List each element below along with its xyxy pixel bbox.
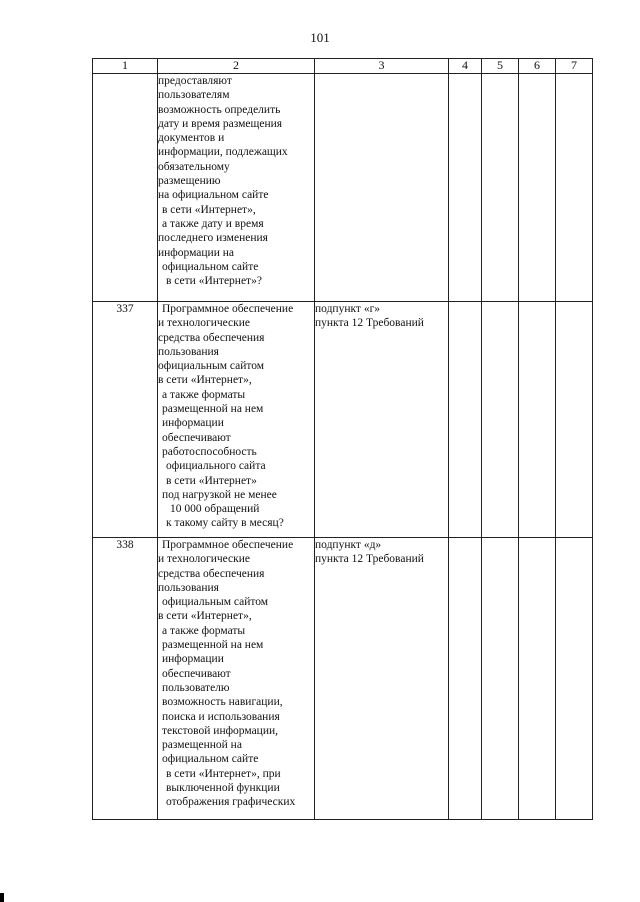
question-line: документов и: [158, 132, 225, 145]
column-header-7: 7: [556, 59, 593, 74]
question-line: размещенной на нем: [162, 639, 264, 652]
question-line: а также форматы: [162, 624, 246, 637]
checklist-table: [92, 58, 593, 820]
empty-cell: [556, 302, 593, 538]
question-line: информации, подлежащих: [158, 146, 288, 159]
row-number: 337: [93, 302, 158, 538]
question-line: средства обеспечения: [158, 331, 265, 344]
question-line: пользователям: [158, 89, 230, 102]
question-line: предоставляют: [158, 75, 232, 87]
column-header-6: 6: [519, 59, 556, 74]
row-number: [93, 74, 158, 302]
question-line: в сети «Интернет»?: [166, 275, 262, 288]
question-line: и технологические: [158, 553, 250, 566]
question-line: официального сайта: [166, 460, 266, 473]
question-line: а также дату и время: [162, 217, 264, 230]
question-line: в сети «Интернет», при: [166, 767, 281, 780]
row-number: 338: [93, 538, 158, 820]
question-line: в сети «Интернет»,: [162, 203, 256, 216]
question-line: официальным сайтом: [162, 596, 269, 609]
question-line: работоспособность: [162, 445, 257, 458]
question-line: поиска и использования: [162, 710, 280, 723]
empty-cell: [482, 302, 519, 538]
question-line: возможность определить: [158, 103, 281, 116]
column-number-row: [93, 59, 593, 74]
question-line: к такому сайту в месяц?: [166, 517, 284, 530]
table-row: [93, 302, 593, 538]
table-row: [93, 74, 593, 302]
empty-cell: [556, 74, 593, 302]
table-row: [93, 538, 593, 820]
empty-cell: [482, 74, 519, 302]
question-line: размещенной на нем: [162, 403, 264, 416]
empty-cell: [519, 302, 556, 538]
column-header-3: 3: [315, 59, 449, 74]
question-line: Программное обеспечение: [162, 539, 294, 551]
question-line: а также форматы: [162, 388, 246, 401]
reference-line: пункта 12 Требований: [315, 553, 424, 566]
empty-cell: [449, 74, 482, 302]
question-line: выключенной функции: [166, 782, 280, 795]
question-line: и технологические: [158, 317, 250, 330]
question-line: обеспечивают: [162, 667, 231, 680]
scan-edge-mark: [0, 893, 4, 902]
reference-cell: [315, 302, 449, 538]
question-text: [158, 74, 315, 302]
question-line: информации: [162, 653, 224, 666]
empty-cell: [449, 302, 482, 538]
column-header-5: 5: [482, 59, 519, 74]
reference-line: подпункт «д»: [315, 539, 382, 551]
question-line: информации: [162, 417, 224, 430]
question-line: в сети «Интернет»,: [158, 374, 252, 387]
question-line: возможность навигации,: [162, 696, 283, 709]
reference-cell: [315, 538, 449, 820]
question-line: пользования: [158, 581, 219, 594]
question-line: официальным сайтом: [158, 360, 265, 373]
empty-cell: [519, 74, 556, 302]
question-line: официальном сайте: [162, 260, 259, 273]
question-line: пользования: [158, 345, 219, 358]
question-text: [158, 538, 315, 820]
question-line: официальном сайте: [162, 753, 259, 766]
question-line: 10 000 обращений: [170, 503, 260, 516]
question-line: информации на: [158, 246, 234, 259]
empty-cell: [482, 538, 519, 820]
question-line: последнего изменения: [158, 232, 268, 245]
column-header-1: 1: [93, 59, 158, 74]
question-line: размещению: [158, 175, 221, 188]
question-line: обеспечивают: [162, 431, 231, 444]
question-line: в сети «Интернет»: [166, 474, 257, 487]
page-number: 101: [310, 30, 330, 45]
question-line: дату и время размещения: [158, 117, 283, 130]
reference-line: подпункт «г»: [315, 303, 381, 315]
question-line: пользователю: [162, 681, 230, 694]
question-text: [158, 302, 315, 538]
question-line: на официальном сайте: [158, 189, 269, 202]
reference-cell: [315, 74, 449, 302]
column-header-2: 2: [158, 59, 315, 74]
question-line: размещенной на: [162, 739, 242, 752]
question-line: текстовой информации,: [162, 724, 279, 737]
question-line: Программное обеспечение: [162, 303, 294, 315]
question-line: отображения графических: [166, 796, 296, 809]
question-line: обязательному: [158, 160, 230, 173]
empty-cell: [556, 538, 593, 820]
question-line: средства обеспечения: [158, 567, 265, 580]
empty-cell: [519, 538, 556, 820]
question-line: под нагрузкой не менее: [162, 488, 277, 501]
question-line: в сети «Интернет»,: [158, 610, 252, 623]
reference-line: пункта 12 Требований: [315, 317, 424, 330]
column-header-4: 4: [449, 59, 482, 74]
empty-cell: [449, 538, 482, 820]
